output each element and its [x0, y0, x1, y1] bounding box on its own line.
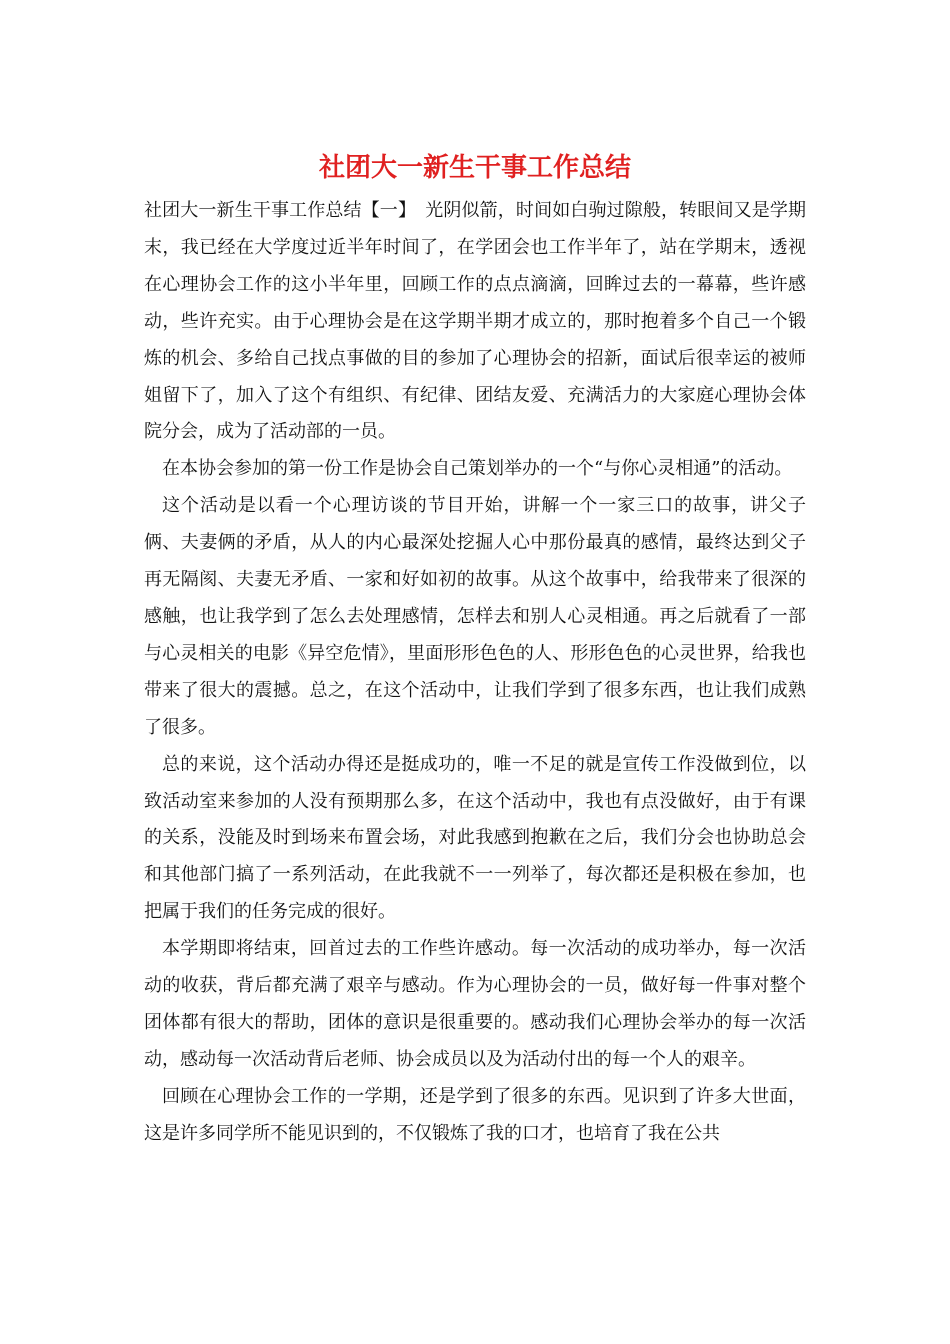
paragraph-5: 本学期即将结束，回首过去的工作些许感动。每一次活动的成功举办，每一次活动的收获，背后都充满了艰辛与感动。作为心理协会的一员，做好每一件事对整个团体都有很大的帮助，团体的意识是很重要的。感动我们心理协会举办的每一次活动，感动每一次活动背后老师、协会成员以及为活动付出的每一个人的艰辛。 — [144, 938, 806, 1070]
paragraph-6: 回顾在心理协会工作的一学期，还是学到了很多的东西。见识到了许多大世面，这是许多同学所不能见识到的，不仅锻炼了我的口才，也培育了我在公共 — [144, 1085, 806, 1144]
document-title: 社团大一新生干事工作总结 — [318, 153, 631, 183]
paragraph-1-text: 光阴似箭，时间如白驹过隙般，转眼间又是学期末，我已经在大学度过近半年时间了，在学团会也工作半年了，站在学期末，透视在心理协会工作的这小半年里，回顾工作的点点滴滴，回眸过去的一幕幕，些许感动，些许充实。由于心理协会是在这学期半期才成立的，那时抱着多个自己一个锻炼的机会、多给自己找点事做的目的参加了心理协会的招新，面试后很幸运的被师姐留下了，加入了这个有组织、有纪律、团结友爱、充满活力的大家庭心理协会体院分会，成为了活动部的一员。 — [144, 200, 807, 443]
document-body — [144, 193, 806, 1153]
paragraph-1 — [144, 193, 806, 451]
paragraph-1-lead: 社团大一新生干事工作总结【一】 — [144, 200, 426, 221]
paragraph-4: 总的来说，这个活动办得还是挺成功的，唯一不足的就是宣传工作没做到位，以致活动室来参加的人没有预期那么多，在这个活动中，我也有点没做好，由于有课的关系，没能及时到场来布置会场，对此我感到抱歉在之后，我们分会也协助总会和其他部门搞了一系列活动，在此我就不一一列举了，每次都还是积极在参加，也把属于我们的任务完成的很好。 — [144, 753, 806, 923]
paragraph-2: 在本协会参加的第一份工作是协会自己策划举办的一个“与你心灵相通”的活动。 — [162, 458, 793, 480]
paragraph-3: 这个活动是以看一个心理访谈的节目开始，讲解一个一家三口的故事，讲父子俩、夫妻俩的矛盾，从人的内心最深处挖掘人心中那份最真的感情，最终达到父子再无隔阂、夫妻无矛盾、一家和好如初的故事。从这个故事中，给我带来了很深的感触，也让我学到了怎么去处理感情，怎样去和别人心灵相通。再之后就看了一部与心灵相关的电影《异空危情》，里面形形色色的人、形形色色的心灵世界，给我也带来了很大的震撼。总之，在这个活动中，让我们学到了很多东西，也让我们成熟了很多。 — [144, 495, 806, 738]
